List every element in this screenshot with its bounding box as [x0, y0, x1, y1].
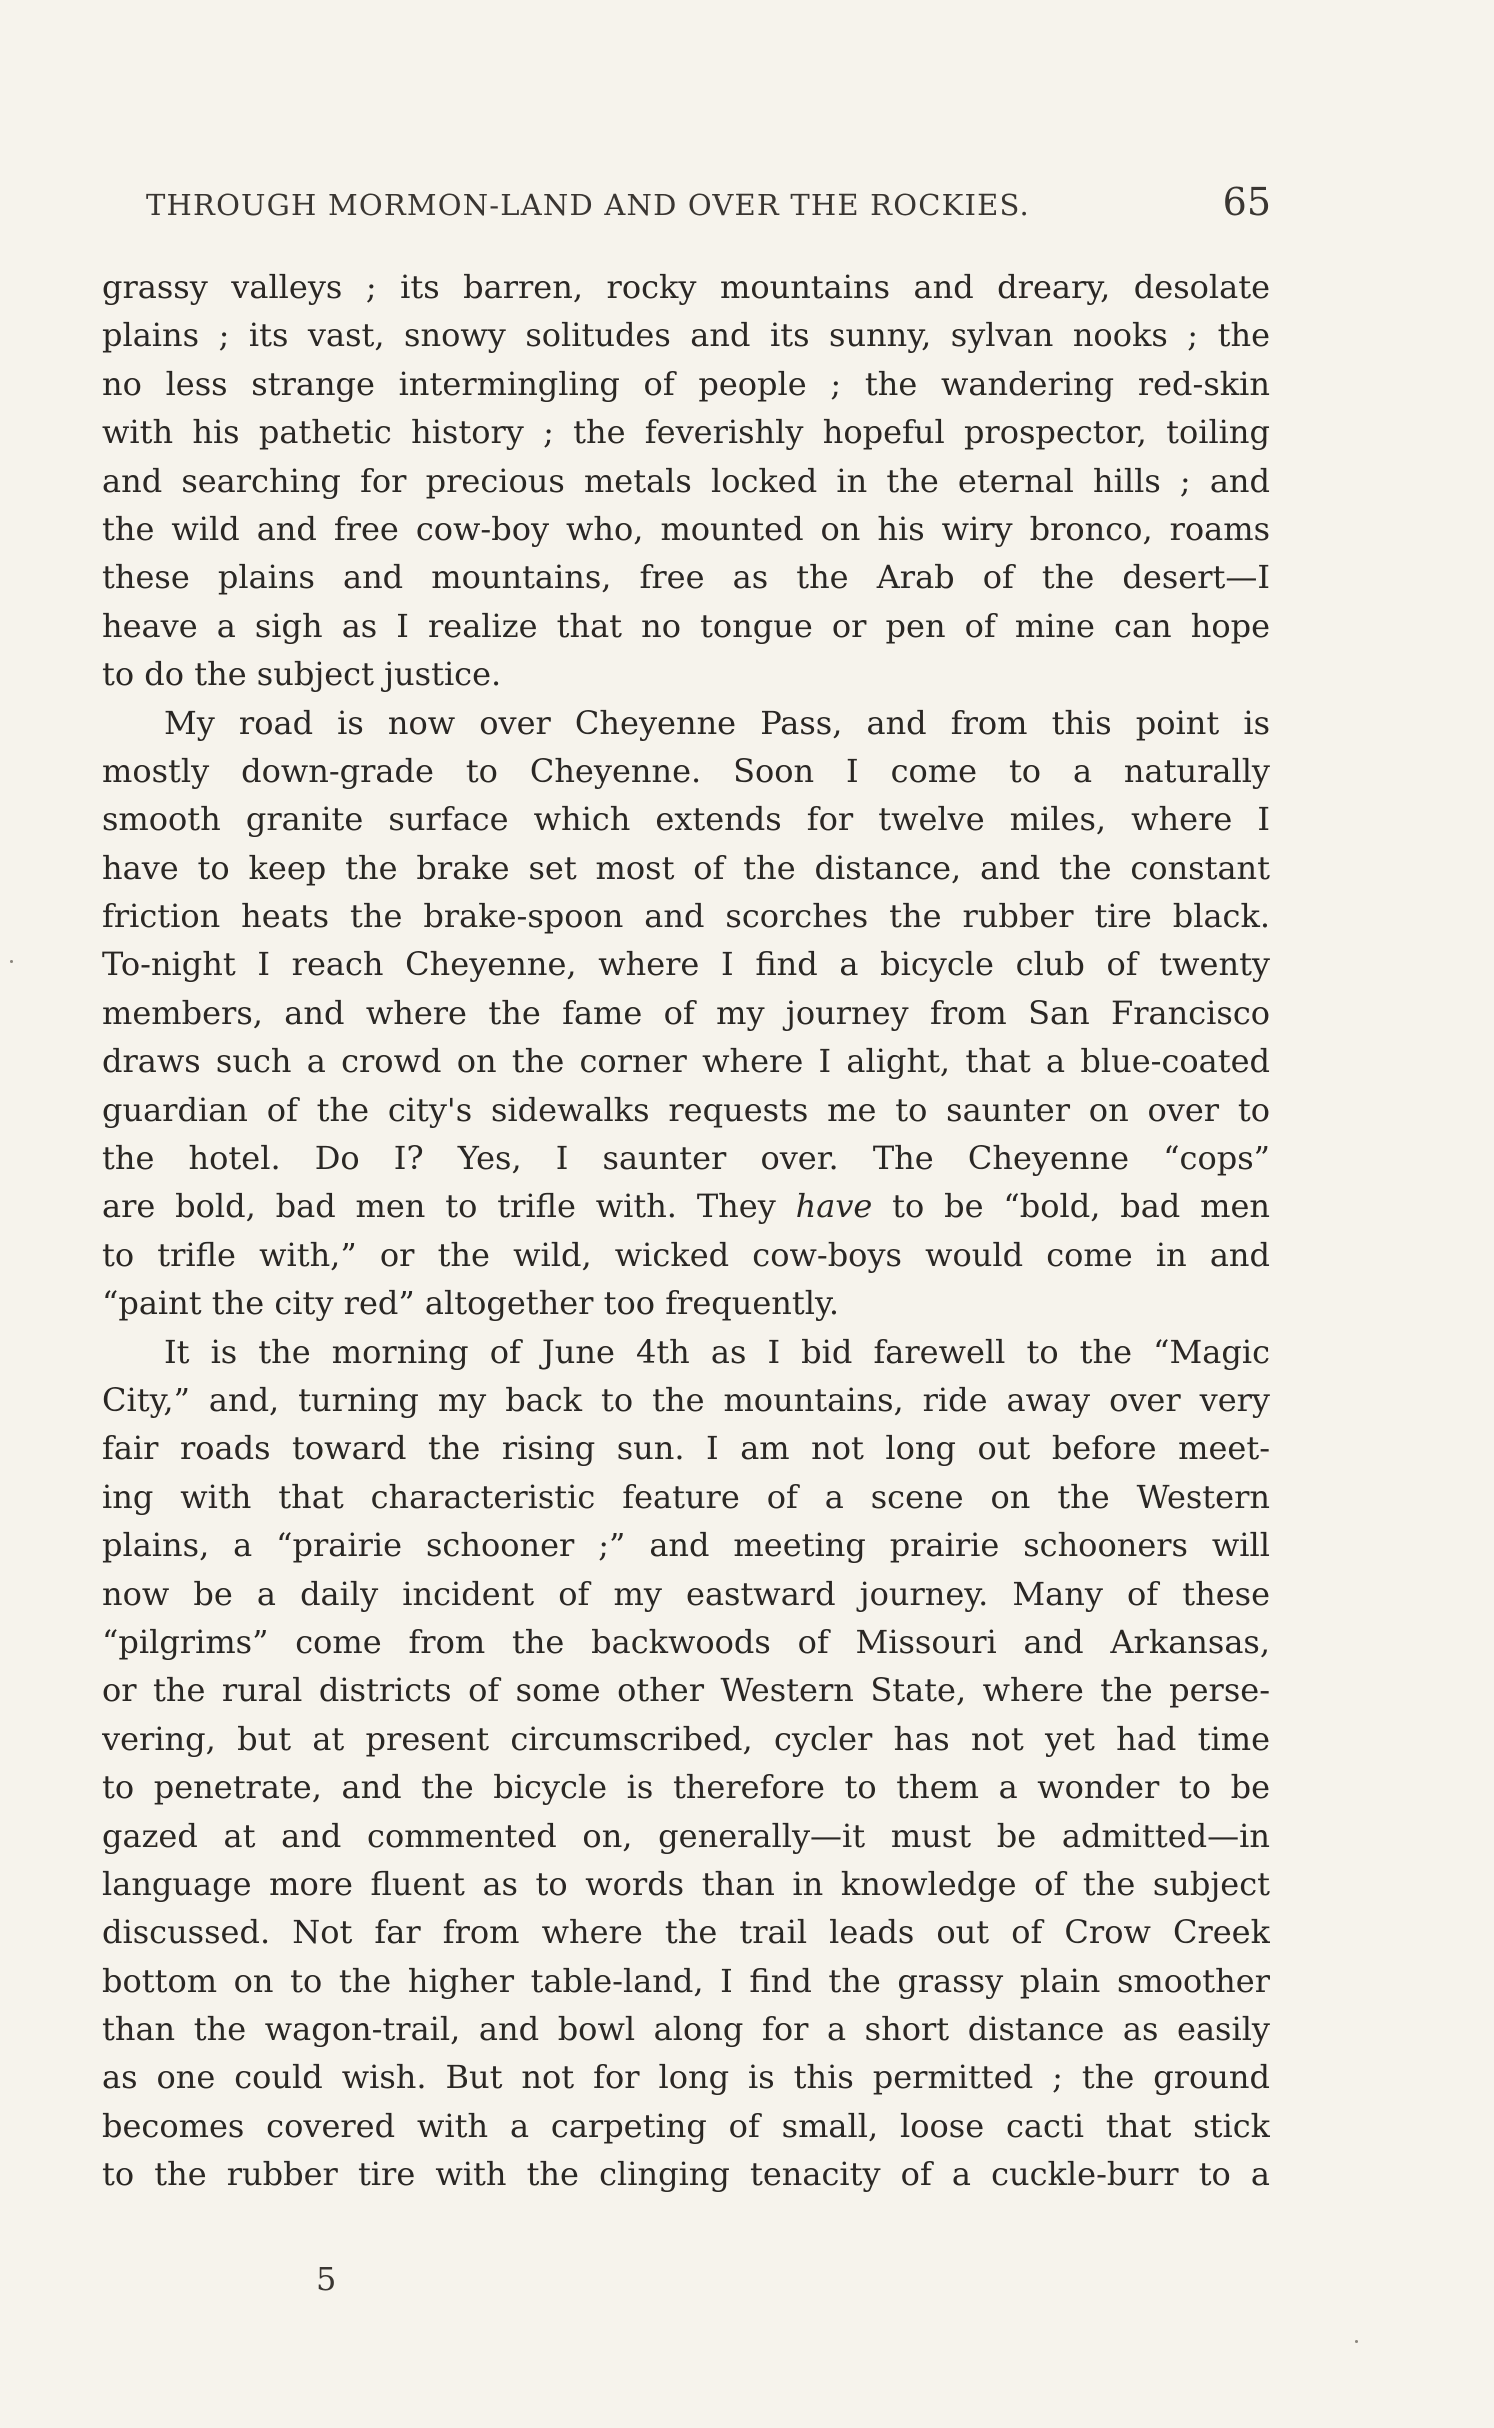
text-line: to the rubber tire with the clinging tenacity of a cuckle-burr to a	[102, 2155, 1270, 2194]
text-line: bottom on to the higher table-land, I find the grassy plain smoother	[102, 1961, 1270, 2000]
text-line: and searching for precious metals locked in the eternal hills ; and	[102, 461, 1270, 500]
margin-speck	[10, 960, 13, 963]
margin-speck	[1355, 2340, 1358, 2343]
paragraph-start-line: My road is now over Cheyenne Pass, and from this point is	[164, 703, 1270, 742]
text-line: have to keep the brake set most of the distance, and the constant	[102, 848, 1270, 887]
text-line: grassy valleys ; its barren, rocky mountains and dreary, desolate	[102, 268, 1270, 306]
text-line: members, and where the fame of my journey from San Francisco	[102, 993, 1270, 1032]
text-line: the wild and free cow-boy who, mounted on his wiry bronco, roams	[102, 509, 1270, 548]
text-line: to do the subject justice.	[102, 655, 502, 694]
text-line: to trifle with,” or the wild, wicked cow-boys would come in and	[102, 1235, 1270, 1274]
text-line: heave a sigh as I realize that no tongue or pen of mine can hope	[102, 606, 1270, 645]
signature-mark: 5	[316, 2260, 337, 2298]
text-line: smooth granite surface which extends for twelve miles, where I	[102, 800, 1270, 839]
text-line: with his pathetic history ; the feverishly hopeful prospector, toiling	[102, 413, 1270, 452]
text-line: plains ; its vast, snowy solitudes and its sunny, sylvan nooks ; the	[102, 316, 1270, 355]
text-line: than the wagon-trail, and bowl along for a short distance as easily	[102, 2010, 1270, 2049]
text-line: fair roads toward the rising sun. I am not long out before meet-	[102, 1429, 1270, 1468]
text-line: vering, but at present circumscribed, cycler has not yet had time	[102, 1719, 1270, 1758]
text-line: guardian of the city's sidewalks requests me to saunter on over to	[102, 1090, 1270, 1129]
text-line: ing with that characteristic feature of a scene on the Western	[102, 1477, 1270, 1516]
text-line: to penetrate, and the bicycle is therefore to them a wonder to be	[102, 1768, 1270, 1807]
emphasized-word: have	[795, 1187, 873, 1226]
text-line: “pilgrims” come from the backwoods of Missouri and Arkansas,	[102, 1622, 1270, 1661]
text-line: becomes covered with a carpeting of small, loose cacti that stick	[102, 2106, 1270, 2145]
running-head	[146, 180, 1271, 230]
text-line: language more fluent as to words than in knowledge of the subject	[102, 1864, 1270, 1903]
text-line: plains, a “prairie schooner ;” and meeting prairie schooners will	[102, 1526, 1270, 1565]
text-line: “paint the city red” altogether too frequently.	[102, 1284, 839, 1323]
text-line: gazed at and commented on, generally—it must be admitted—in	[102, 1816, 1270, 1855]
running-head-title: THROUGH MORMON-LAND AND OVER THE ROCKIES.	[146, 188, 1030, 222]
text-line: mostly down-grade to Cheyenne. Soon I come to a naturally	[102, 751, 1270, 790]
text-line: draws such a crowd on the corner where I alight, that a blue-coated	[102, 1042, 1270, 1081]
text-line: City,” and, turning my back to the mountains, ride away over very	[102, 1380, 1270, 1419]
text-line: as one could wish. But not for long is this permitted ; the ground	[102, 2058, 1270, 2097]
text-line: or the rural districts of some other Western State, where the perse-	[102, 1671, 1270, 1710]
text-line: the hotel. Do I? Yes, I saunter over. The Cheyenne “cops”	[102, 1139, 1270, 1178]
text-line: now be a daily incident of my eastward journey. Many of these	[102, 1574, 1270, 1613]
text-line: discussed. Not far from where the trail leads out of Crow Creek	[102, 1913, 1270, 1952]
text-line: friction heats the brake-spoon and scorches the rubber tire black.	[102, 897, 1270, 936]
page-number: 65	[1222, 180, 1271, 224]
text-line: no less strange intermingling of people ; the wandering red-skin	[102, 364, 1270, 403]
text-line: these plains and mountains, free as the Arab of the desert—I	[102, 558, 1270, 597]
text-line: are bold, bad men to trifle with. They have to be “bold, bad men	[102, 1187, 1270, 1226]
body-text	[102, 263, 1270, 2199]
paragraph-start-line: It is the morning of June 4th as I bid farewell to the “Magic	[164, 1332, 1270, 1371]
text-line: To-night I reach Cheyenne, where I find a bicycle club of twenty	[102, 945, 1270, 984]
